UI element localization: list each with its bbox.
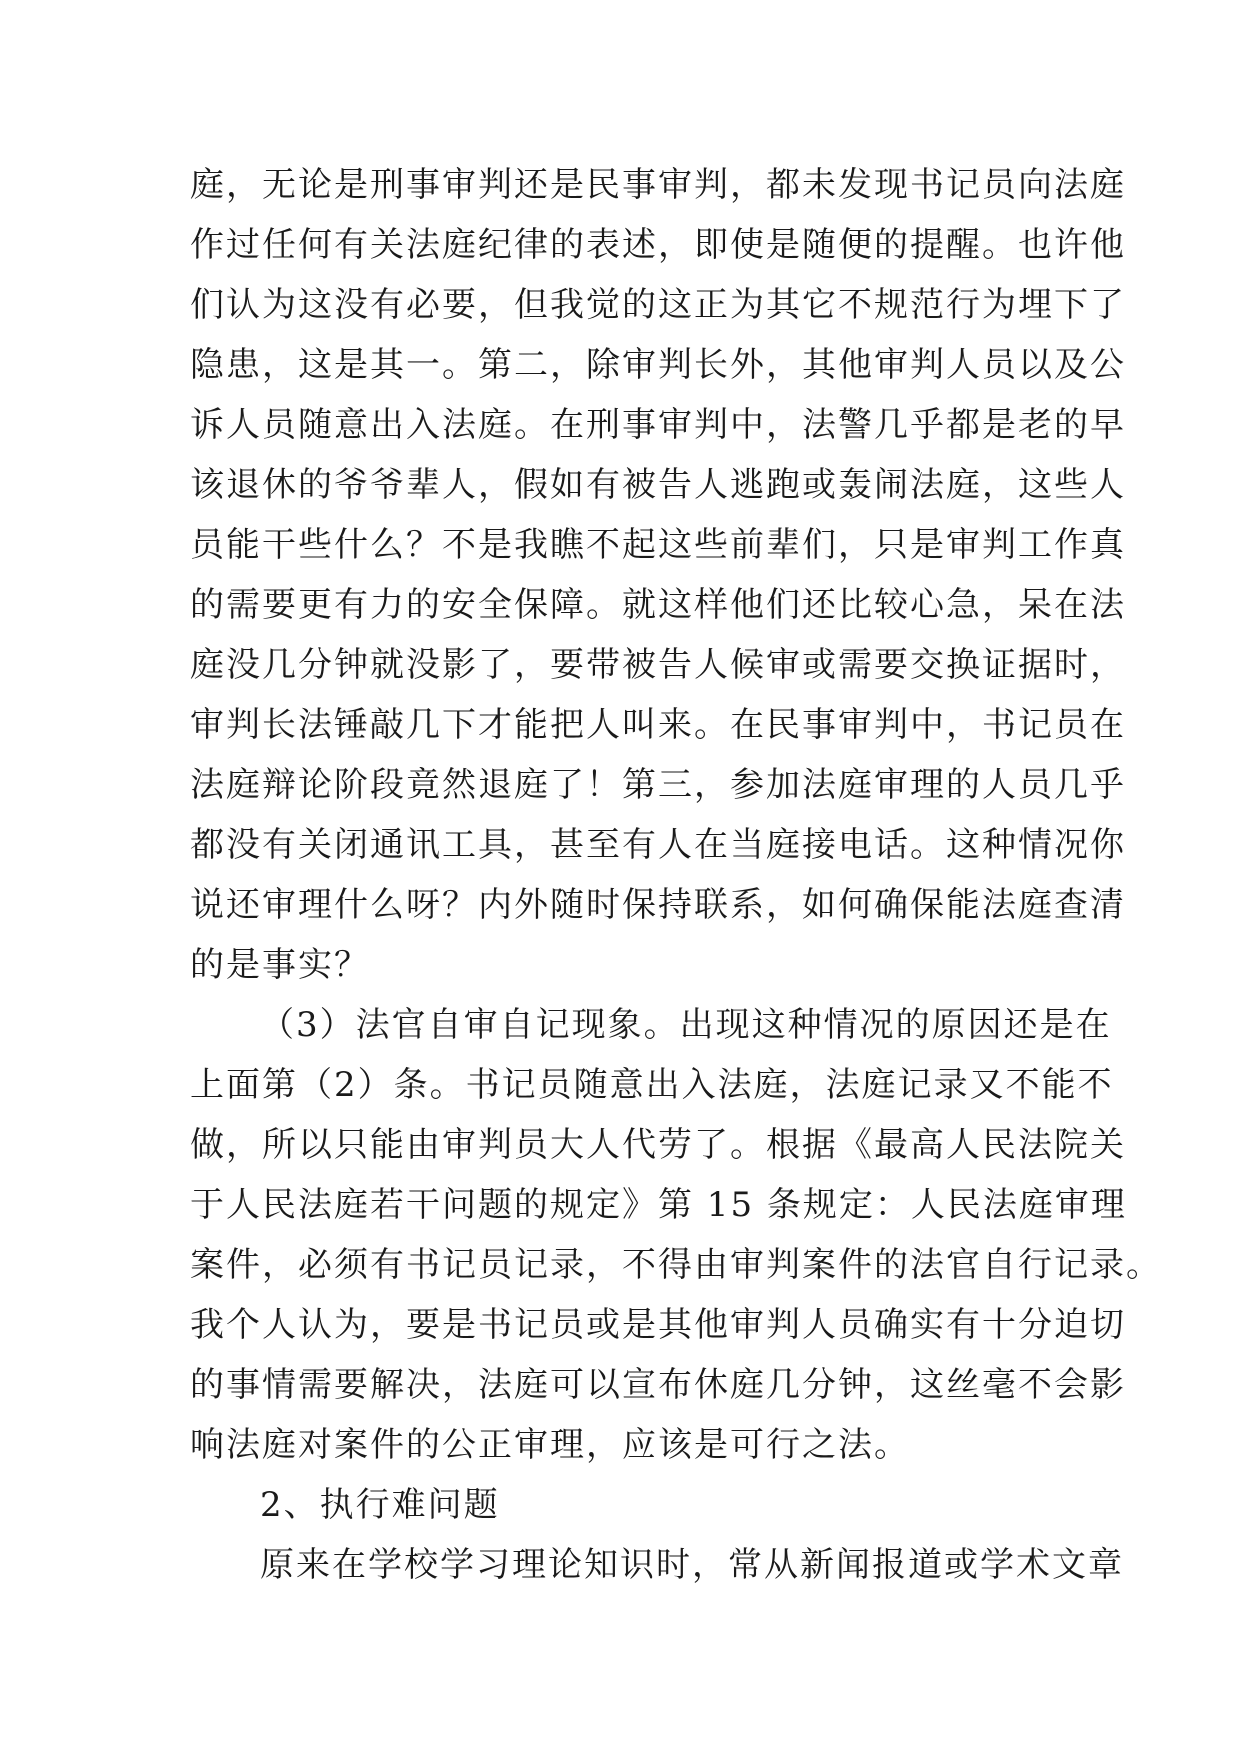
text-line: 庭没几分钟就没影了，要带被告人候审或需要交换证据时， bbox=[190, 645, 1126, 685]
text-line: 响法庭对案件的公正审理，应该是可行之法。 bbox=[190, 1425, 910, 1465]
text-line: 都没有关闭通讯工具，甚至有人在当庭接电话。这种情况你 bbox=[190, 825, 1126, 865]
text-line: 说还审理什么呀？内外随时保持联系，如何确保能法庭查清 bbox=[190, 885, 1126, 925]
text-line: 法庭辩论阶段竟然退庭了！第三，参加法庭审理的人员几乎 bbox=[190, 765, 1126, 805]
text-line: 员能干些什么？不是我瞧不起这些前辈们，只是审判工作真 bbox=[190, 525, 1126, 565]
text-line: 我个人认为，要是书记员或是其他审判人员确实有十分迫切 bbox=[190, 1305, 1126, 1345]
text-line: 作过任何有关法庭纪律的表述，即使是随便的提醒。也许他 bbox=[190, 225, 1126, 265]
paragraph-start-line: 原来在学校学习理论知识时，常从新闻报道或学术文章 bbox=[260, 1545, 1124, 1585]
text-line: 的事情需要解决，法庭可以宣布休庭几分钟，这丝毫不会影 bbox=[190, 1365, 1126, 1405]
text-line: 于人民法庭若干问题的规定》第 15 条规定：人民法庭审理 bbox=[190, 1185, 1127, 1225]
text-line: 的需要更有力的安全保障。就这样他们还比较心急，呆在法 bbox=[190, 585, 1126, 625]
text-line: 们认为这没有必要，但我觉的这正为其它不规范行为埋下了 bbox=[190, 285, 1126, 325]
text-line: 该退休的爷爷辈人，假如有被告人逃跑或轰闹法庭，这些人 bbox=[190, 465, 1126, 505]
text-line: 的是事实？ bbox=[190, 945, 370, 985]
text-line: 审判长法锤敲几下才能把人叫来。在民事审判中，书记员在 bbox=[190, 705, 1126, 745]
text-line: 上面第（2）条。书记员随意出入法庭，法庭记录又不能不 bbox=[190, 1065, 1114, 1105]
text-line: 诉人员随意出入法庭。在刑事审判中，法警几乎都是老的早 bbox=[190, 405, 1126, 445]
body-text bbox=[190, 155, 1162, 1595]
section-heading: 2、执行难问题 bbox=[260, 1485, 500, 1525]
text-line: 庭，无论是刑事审判还是民事审判，都未发现书记员向法庭 bbox=[190, 165, 1126, 205]
text-line: 隐患，这是其一。第二，除审判长外，其他审判人员以及公 bbox=[190, 345, 1126, 385]
text-line: 案件，必须有书记员记录，不得由审判案件的法官自行记录。 bbox=[190, 1245, 1162, 1285]
text-line: 做，所以只能由审判员大人代劳了。根据《最高人民法院关 bbox=[190, 1125, 1126, 1165]
paragraph-start-line: （3）法官自审自记现象。出现这种情况的原因还是在 bbox=[260, 1005, 1112, 1045]
